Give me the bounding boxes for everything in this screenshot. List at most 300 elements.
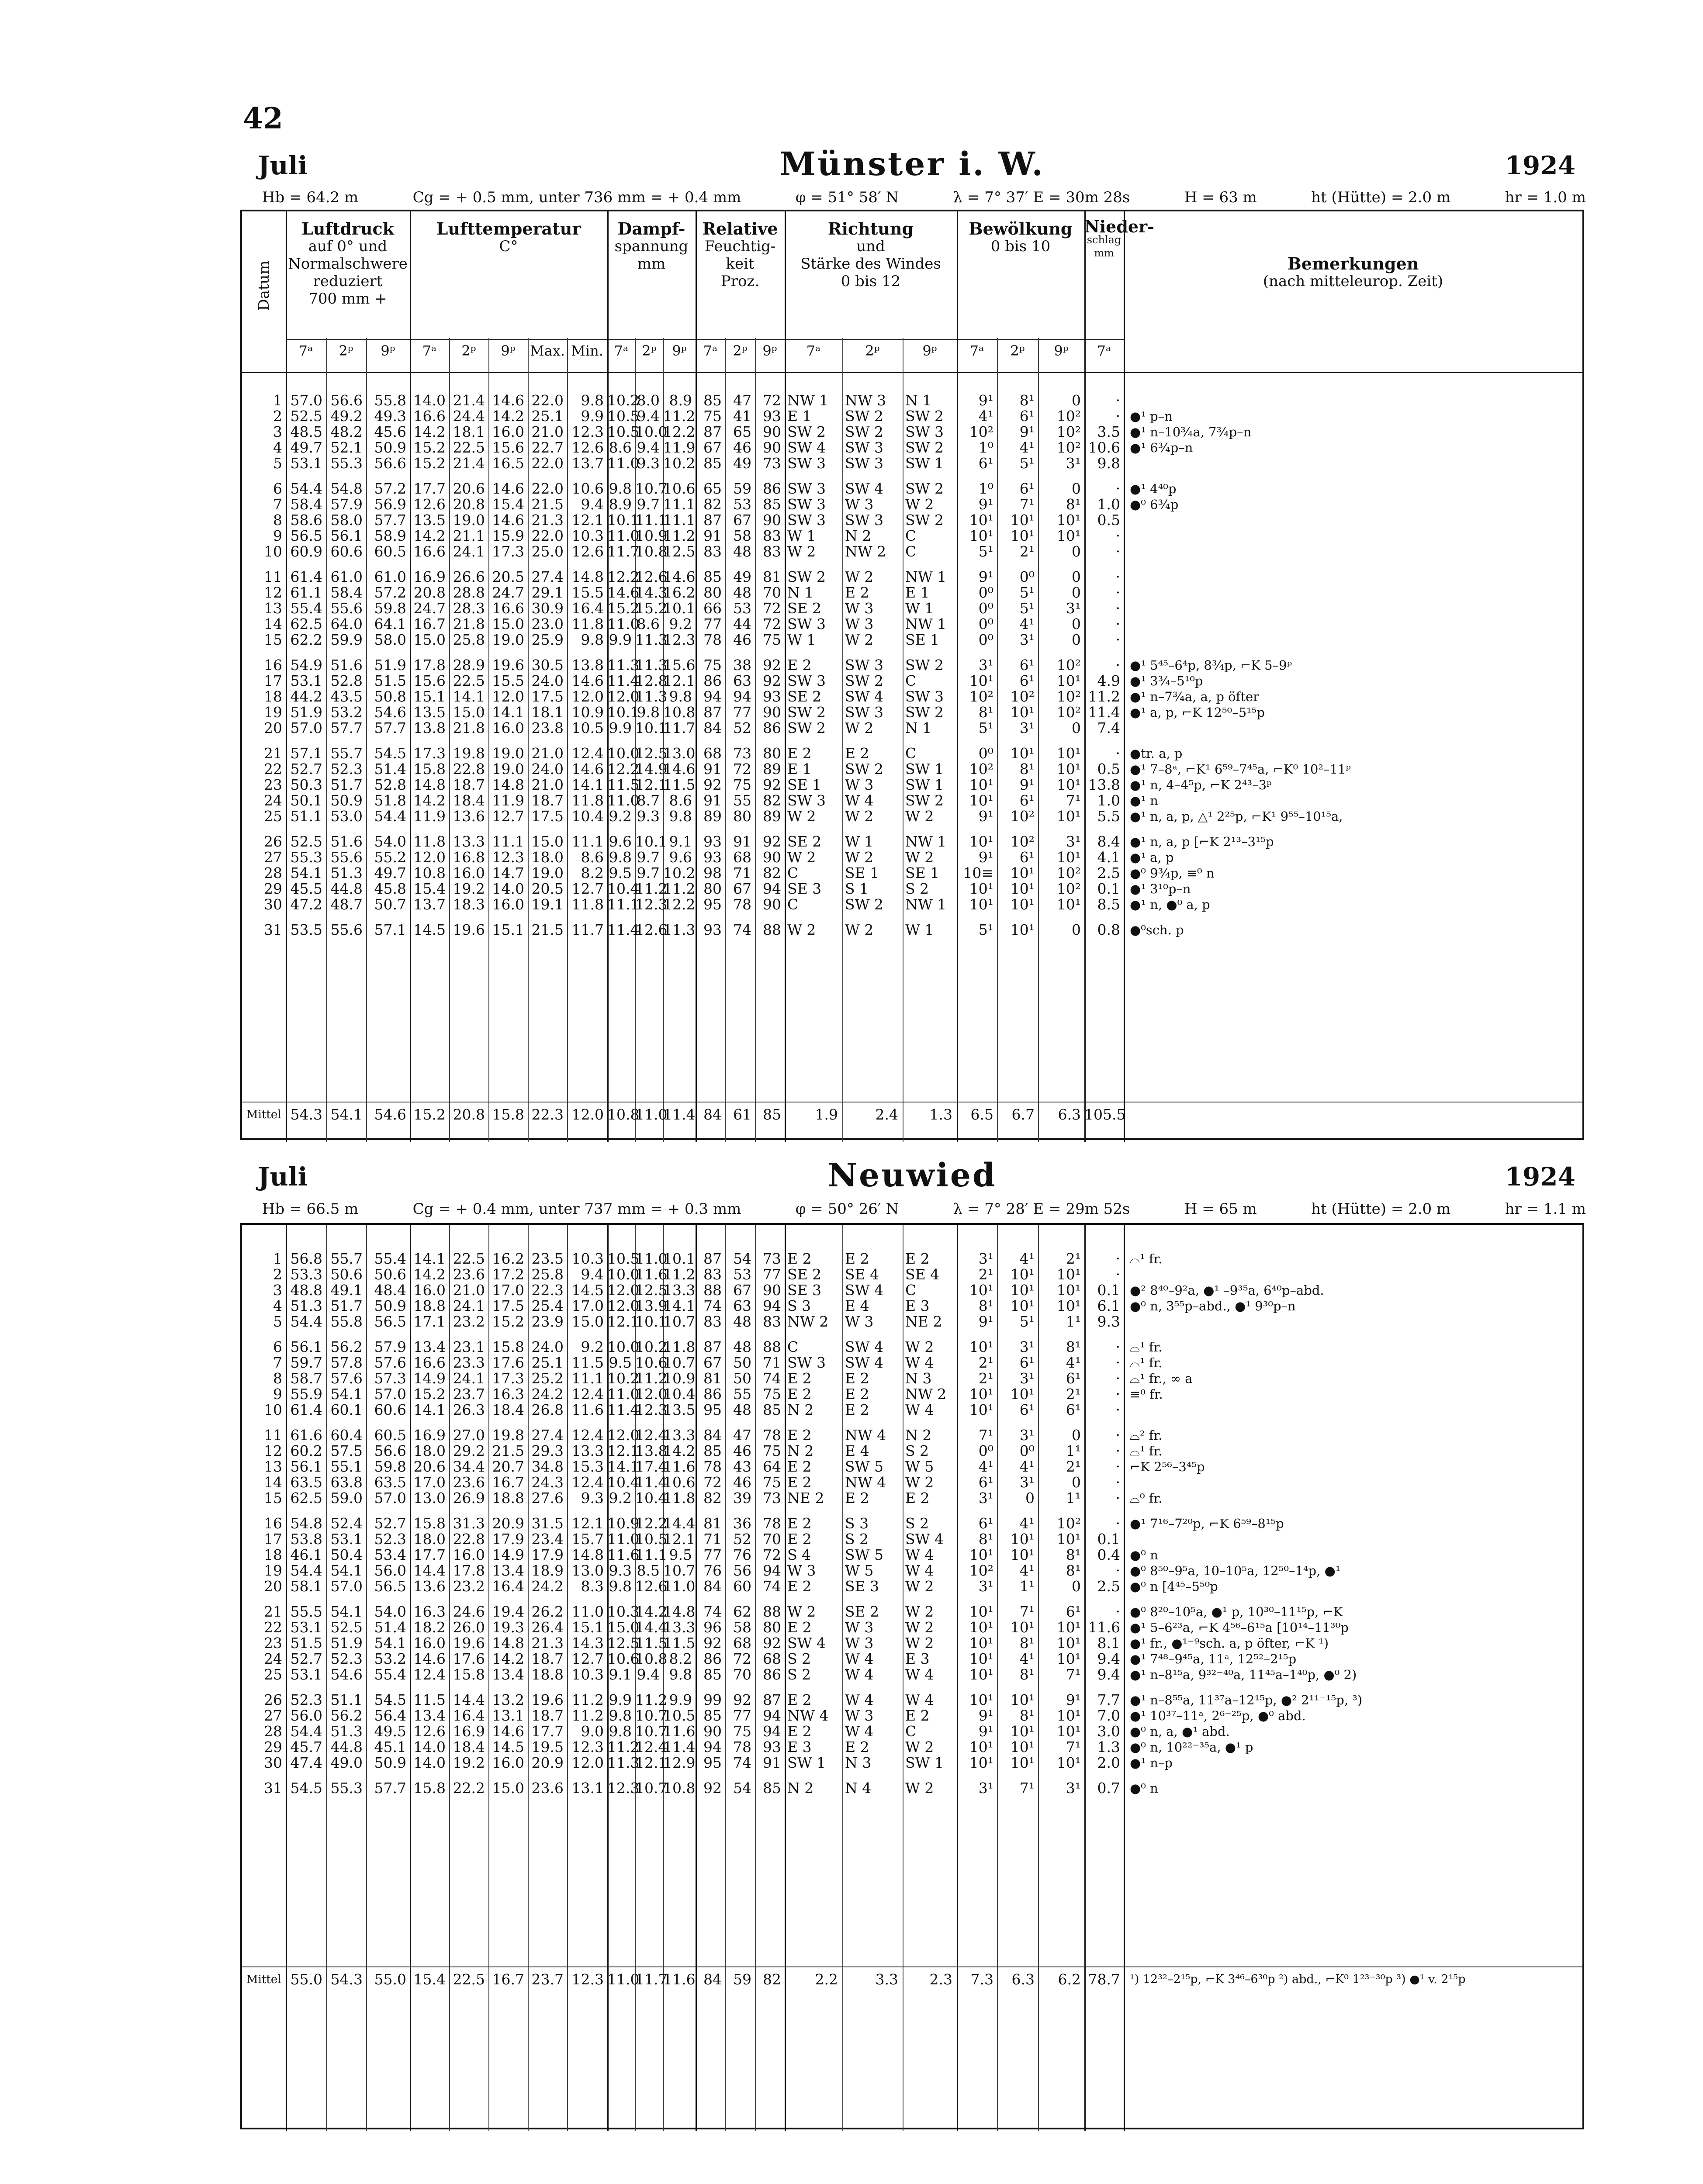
cell-value: 10¹	[1056, 527, 1081, 544]
cell-value: 15.0	[413, 631, 446, 648]
table-row	[242, 1604, 1582, 1620]
cell-value: SW 3	[845, 704, 884, 721]
cell-value: SW 2	[905, 480, 944, 497]
table-row	[242, 809, 1582, 824]
cell-value: 10¹	[969, 1691, 993, 1708]
cell-value: 51.1	[330, 1691, 363, 1708]
cell-value: 53.4	[374, 1546, 406, 1563]
cell-value: 4¹	[1019, 1458, 1035, 1475]
header-luftdruck	[286, 220, 410, 308]
cell-value: ·	[1115, 408, 1120, 425]
cell-value: 12.8	[635, 672, 668, 689]
cell-value: 90	[763, 1282, 781, 1299]
cell-value: 28	[264, 864, 282, 881]
cell-value: 12.2	[663, 423, 696, 440]
cell-value: 10.1	[635, 719, 668, 736]
cell-value: 57.0	[290, 719, 322, 736]
cell-value: 11.4	[607, 921, 640, 938]
cell-value: 14.9	[413, 1370, 446, 1387]
cell-value: 86	[763, 480, 781, 497]
cell-value: S 2	[905, 1515, 929, 1532]
mean-value: 54.1	[330, 1106, 363, 1123]
cell-value: 2.0	[1097, 1754, 1120, 1771]
cell-value: SW 3	[845, 455, 884, 472]
cell-value: 17.0	[571, 1297, 604, 1314]
month-label: Juli	[258, 1162, 308, 1192]
cell-value: W 2	[905, 849, 934, 866]
cell-value: 4¹	[1066, 1354, 1081, 1371]
cell-value: 54.6	[374, 704, 406, 721]
cell-value: S 3	[845, 1515, 869, 1532]
remark-text: ●² 8⁴⁰–9²a, ●¹ –9³⁵a, 6⁴⁰p–abd.	[1130, 1283, 1324, 1298]
cell-value: 78	[703, 1458, 722, 1475]
remark-text: ●¹ p–n	[1130, 409, 1173, 424]
cell-value: 10≡	[963, 864, 993, 881]
cell-value: 8.9	[609, 496, 632, 513]
cell-value: 14.0	[413, 1738, 446, 1755]
cell-value: 3¹	[978, 657, 993, 674]
cell-value: 53.1	[290, 455, 322, 472]
cell-value: 52.3	[374, 1531, 406, 1548]
remark-text: ●¹ n, 4–4⁵p, ⌐K 2⁴³–3ᵖ	[1130, 778, 1272, 792]
cell-value: 11.6	[663, 1458, 696, 1475]
cell-value: SW 3	[845, 511, 884, 529]
cell-value: 45.8	[374, 880, 406, 897]
header-wind	[785, 220, 957, 290]
cell-value: 67	[733, 511, 751, 529]
cell-value: 49.0	[330, 1754, 363, 1771]
cell-value: 14.2	[635, 1603, 668, 1620]
cell-value: 16	[264, 657, 282, 674]
header-text: auf 0° und	[308, 238, 388, 255]
cell-value: 19	[264, 704, 282, 721]
cell-value: 12.3	[492, 849, 524, 866]
cell-value: 22.0	[531, 527, 564, 544]
cell-value: 87	[703, 1250, 722, 1267]
cell-value: 10.4	[607, 1474, 640, 1491]
header-text: Lufttemperatur	[436, 219, 581, 238]
cell-value: 0.5	[1097, 511, 1120, 529]
cell-value: 58.0	[374, 631, 406, 648]
cell-value: 57.9	[374, 1338, 406, 1355]
cell-value: 10¹	[1010, 527, 1035, 544]
constant-value: ht (Hütte) = 2.0 m	[1311, 1200, 1451, 1218]
cell-value: W 4	[905, 1354, 934, 1371]
cell-value: 56.1	[290, 1338, 322, 1355]
sub-header: Max.	[530, 342, 565, 359]
cell-value: W 4	[905, 1691, 934, 1708]
table-row	[242, 850, 1582, 865]
cell-value: 28.8	[453, 584, 485, 601]
cell-value: 53.1	[330, 1531, 363, 1548]
cell-value: 12.1	[571, 511, 604, 529]
cell-value: 2¹	[1019, 543, 1035, 560]
cell-value: 10.8	[663, 1780, 696, 1797]
cell-value: 12.0	[607, 1297, 640, 1314]
cell-value: 50	[733, 1354, 751, 1371]
cell-value: 11.2	[635, 1370, 668, 1387]
cell-value: 85	[703, 392, 722, 409]
weather-table	[240, 210, 1584, 1140]
mean-value: 7.3	[970, 1971, 993, 1988]
cell-value: 11.9	[413, 808, 446, 825]
cell-value: 4¹	[978, 1458, 993, 1475]
cell-value: 60.1	[330, 1401, 363, 1418]
cell-value: 11.5	[571, 1354, 604, 1371]
cell-value: 16.4	[492, 1578, 524, 1595]
cell-value: SW 4	[845, 480, 884, 497]
cell-value: 57.3	[374, 1370, 406, 1387]
cell-value: 78	[763, 1515, 781, 1532]
header-lufttemperatur	[410, 220, 607, 255]
cell-value: 93	[703, 849, 722, 866]
cell-value: 71	[763, 1354, 781, 1371]
cell-value: 17	[264, 672, 282, 689]
table-row	[242, 1251, 1582, 1267]
cell-value: 54.4	[290, 480, 322, 497]
cell-value: 12.4	[571, 1386, 604, 1403]
cell-value: 4¹	[978, 408, 993, 425]
cell-value: 68	[763, 1650, 781, 1667]
cell-value: 10.9	[571, 704, 604, 721]
remark-text: ●⁰ n, a, ●¹ abd.	[1130, 1724, 1230, 1739]
cell-value: 16.6	[413, 408, 446, 425]
cell-value: 10¹	[1010, 864, 1035, 881]
cell-value: 51.6	[330, 833, 363, 850]
mean-value: 12.0	[571, 1106, 604, 1123]
cell-value: 0⁰	[978, 631, 993, 648]
remark-text: ●¹ n	[1130, 793, 1158, 808]
cell-value: 15.8	[453, 1666, 485, 1683]
cell-value: ·	[1115, 527, 1120, 544]
cell-value: 12.9	[663, 1754, 696, 1771]
cell-value: 0	[1072, 543, 1081, 560]
cell-value: 8.6	[581, 849, 604, 866]
cell-value: 19.6	[453, 921, 485, 938]
cell-value: 54.8	[290, 1515, 322, 1532]
sub-header: 2ᵖ	[1010, 342, 1025, 359]
cell-value: 14.5	[413, 921, 446, 938]
cell-value: 13.8	[413, 719, 446, 736]
cell-value: 81	[703, 1370, 722, 1387]
cell-value: 4¹	[1019, 615, 1035, 632]
mean-value: 22.5	[453, 1971, 485, 1988]
cell-value: 1¹	[1019, 1578, 1035, 1595]
cell-value: 24.7	[492, 584, 524, 601]
cell-value: 17.7	[531, 1723, 564, 1740]
constant-value: Cg = + 0.4 mm, unter 737 mm = + 0.3 mm	[412, 1200, 741, 1218]
cell-value: 26	[264, 1691, 282, 1708]
cell-value: 21.3	[531, 511, 564, 529]
cell-value: ·	[1115, 1442, 1120, 1459]
cell-value: 3¹	[1066, 600, 1081, 617]
cell-value: 87	[703, 423, 722, 440]
cell-value: 89	[703, 808, 722, 825]
cell-value: SE 2	[787, 1266, 822, 1283]
cell-value: E 2	[787, 1691, 812, 1708]
cell-value: 0	[1072, 392, 1081, 409]
cell-value: 56.8	[290, 1250, 322, 1267]
cell-value: 48	[733, 543, 751, 560]
cell-value: 23.1	[453, 1338, 485, 1355]
cell-value: 92	[763, 776, 781, 793]
cell-value: 57.2	[374, 584, 406, 601]
cell-value: 10¹	[1056, 1754, 1081, 1771]
cell-value: ·	[1115, 745, 1120, 762]
cell-value: 12.0	[571, 688, 604, 705]
cell-value: 53.5	[290, 921, 322, 938]
cell-value: 10¹	[1010, 1386, 1035, 1403]
cell-value: 17.3	[413, 745, 446, 762]
cell-value: 9.9	[609, 719, 632, 736]
cell-value: 11.3	[607, 1754, 640, 1771]
cell-value: 54.0	[374, 833, 406, 850]
cell-value: 10¹	[1010, 880, 1035, 897]
cell-value: 52.3	[330, 1650, 363, 1667]
cell-value: 23.6	[531, 1780, 564, 1797]
cell-value: 54.5	[290, 1780, 322, 1797]
cell-value: 12.1	[663, 1531, 696, 1548]
mean-value: 61	[733, 1106, 751, 1123]
cell-value: 55.5	[290, 1603, 322, 1620]
cell-value: 11.1	[571, 833, 604, 850]
cell-value: 19.0	[492, 631, 524, 648]
cell-value: 14.0	[492, 880, 524, 897]
cell-value: 73	[763, 1489, 781, 1507]
cell-value: 82	[763, 792, 781, 809]
cell-value: 24.7	[413, 600, 446, 617]
cell-value: 10²	[1010, 808, 1035, 825]
cell-value: 17.6	[453, 1650, 485, 1667]
table-row	[242, 705, 1582, 720]
station-constants	[262, 1200, 1586, 1218]
cell-value: 11.0	[571, 1603, 604, 1620]
mean-value: 1.9	[815, 1106, 838, 1123]
cell-value: 10²	[1056, 408, 1081, 425]
cell-value: 14.1	[492, 704, 524, 721]
table-row	[242, 1490, 1582, 1506]
cell-value: ·	[1115, 1458, 1120, 1475]
cell-value: 21.0	[453, 1282, 485, 1299]
cell-value: SE 1	[845, 864, 879, 881]
cell-value: 11.2	[663, 880, 696, 897]
cell-value: 86	[703, 1650, 722, 1667]
cell-value: E 3	[905, 1297, 930, 1314]
cell-value: 56.2	[330, 1338, 363, 1355]
cell-value: 83	[703, 1313, 722, 1330]
cell-value: 10²	[1056, 688, 1081, 705]
cell-value: 68	[733, 1635, 751, 1652]
cell-value: 11.6	[663, 1723, 696, 1740]
cell-value: 12.4	[413, 1666, 446, 1683]
table-row	[242, 689, 1582, 705]
cell-value: 61.0	[330, 568, 363, 585]
cell-value: 7.0	[1097, 1707, 1120, 1724]
cell-value: 86	[703, 672, 722, 689]
cell-value: 14.6	[571, 672, 604, 689]
cell-value: 31.3	[453, 1515, 485, 1532]
cell-value: 15.2	[413, 1386, 446, 1403]
cell-value: 8¹	[1066, 1546, 1081, 1563]
cell-value: 1	[273, 392, 282, 409]
cell-value: 15.5	[571, 584, 604, 601]
cell-value: 60.6	[374, 1401, 406, 1418]
cell-value: 56.0	[290, 1707, 322, 1724]
cell-value: 55.8	[374, 392, 406, 409]
mean-value: 23.7	[531, 1971, 564, 1988]
cell-value: 11.5	[663, 1635, 696, 1652]
table-row	[242, 746, 1582, 761]
cell-value: 14.2	[492, 408, 524, 425]
cell-value: NW 2	[845, 543, 886, 560]
cell-value: 12.5	[635, 745, 668, 762]
cell-value: 0	[1072, 1474, 1081, 1491]
cell-value: E 2	[787, 1474, 812, 1491]
cell-value: 54.4	[374, 808, 406, 825]
cell-value: 53	[733, 600, 751, 617]
cell-value: 77	[733, 1707, 751, 1724]
cell-value: 24	[264, 792, 282, 809]
cell-value: 75	[733, 776, 751, 793]
cell-value: 14.8	[413, 776, 446, 793]
cell-value: 2¹	[978, 1354, 993, 1371]
cell-value: 13.3	[663, 1282, 696, 1299]
cell-value: 10¹	[969, 672, 993, 689]
cell-value: 87	[703, 1338, 722, 1355]
cell-value: 51.5	[374, 672, 406, 689]
cell-value: 0	[1072, 1427, 1081, 1444]
cell-value: 9.8	[669, 1666, 692, 1683]
cell-value: 25.1	[531, 1354, 564, 1371]
cell-value: 49.2	[330, 408, 363, 425]
cell-value: 65	[703, 480, 722, 497]
mean-value: 6.7	[1011, 1106, 1035, 1123]
header-text: Richtung	[827, 219, 914, 238]
cell-value: 6	[273, 1338, 282, 1355]
cell-value: 21.8	[453, 615, 485, 632]
cell-value: 83	[763, 527, 781, 544]
cell-value: 14.3	[635, 584, 668, 601]
cell-value: 59.7	[290, 1354, 322, 1371]
cell-value: 61.1	[290, 584, 322, 601]
cell-value: 17	[264, 1531, 282, 1548]
cell-value: 13.6	[453, 808, 485, 825]
header-text: und	[856, 238, 885, 255]
cell-value: 71	[733, 864, 751, 881]
cell-value: 9¹	[978, 849, 993, 866]
cell-value: 15.8	[413, 1515, 446, 1532]
cell-value: 19.0	[492, 760, 524, 778]
cell-value: 83	[703, 1266, 722, 1283]
cell-value: 0⁰	[978, 600, 993, 617]
cell-value: 84	[703, 719, 722, 736]
cell-value: W 4	[845, 1723, 874, 1740]
cell-value: 8	[273, 511, 282, 529]
cell-value: 25.2	[531, 1370, 564, 1387]
cell-value: 0	[1072, 615, 1081, 632]
cell-value: 9¹	[978, 568, 993, 585]
cell-value: 90	[763, 896, 781, 913]
cell-value: 44.8	[330, 1738, 363, 1755]
cell-value: 20.5	[531, 880, 564, 897]
cell-value: SW 3	[787, 511, 826, 529]
cell-value: 27.4	[531, 1427, 564, 1444]
cell-value: 24.3	[531, 1474, 564, 1491]
cell-value: 93	[703, 833, 722, 850]
cell-value: 70	[763, 584, 781, 601]
cell-value: 14.6	[492, 480, 524, 497]
cell-value: 48.5	[290, 423, 322, 440]
cell-value: 59.8	[374, 600, 406, 617]
cell-value: 50.6	[330, 1266, 363, 1283]
cell-value: 58.7	[290, 1370, 322, 1387]
cell-value: 63	[733, 1297, 751, 1314]
cell-value: 10²	[969, 688, 993, 705]
cell-value: 18	[264, 688, 282, 705]
table-row	[242, 834, 1582, 850]
cell-value: 44.8	[330, 880, 363, 897]
cell-value: 12.6	[571, 439, 604, 456]
cell-value: 45.5	[290, 880, 322, 897]
remark-text: ●¹ 3¹⁰p–n	[1130, 881, 1191, 896]
cell-value: 9.8	[669, 808, 692, 825]
cell-value: 15.0	[492, 1780, 524, 1797]
cell-value: 3¹	[978, 1250, 993, 1267]
cell-value: 52.5	[290, 408, 322, 425]
mean-value: 6.3	[1011, 1971, 1035, 1988]
cell-value: 87	[703, 704, 722, 721]
remark-text: ●¹ n–7¾a, a, p öfter	[1130, 689, 1259, 704]
cell-value: SW 2	[787, 568, 826, 585]
cell-value: 18.0	[413, 1442, 446, 1459]
cell-value: 3	[273, 423, 282, 440]
cell-value: 18.0	[531, 849, 564, 866]
cell-value: 16.3	[413, 1603, 446, 1620]
cell-value: 18.3	[453, 896, 485, 913]
table-row	[242, 922, 1582, 938]
header-text: Dampf-	[617, 219, 685, 238]
table-row	[242, 1667, 1582, 1683]
cell-value: 14.4	[453, 1691, 485, 1708]
cell-value: 1.3	[1097, 1738, 1120, 1755]
cell-value: NE 2	[905, 1313, 942, 1330]
cell-value: 85	[703, 1666, 722, 1683]
cell-value: E 2	[845, 1401, 869, 1418]
cell-value: 17.6	[492, 1354, 524, 1371]
cell-value: SW 2	[905, 439, 944, 456]
cell-value: 7	[273, 496, 282, 513]
cell-value: 0	[1072, 1578, 1081, 1595]
cell-value: 10¹	[1010, 1282, 1035, 1299]
cell-value: 17.8	[413, 657, 446, 674]
cell-value: 64.1	[374, 615, 406, 632]
cell-value: 8.2	[669, 1650, 692, 1667]
cell-value: 15.1	[571, 1619, 604, 1636]
cell-value: SW 2	[845, 896, 884, 913]
cell-value: 57.7	[374, 511, 406, 529]
cell-value: 9.5	[609, 864, 632, 881]
cell-value: 57.9	[330, 496, 363, 513]
cell-value: 24.1	[453, 1370, 485, 1387]
cell-value: 1¹	[1066, 1442, 1081, 1459]
cell-value: 78	[733, 896, 751, 913]
cell-value: 92	[763, 672, 781, 689]
cell-value: 7¹	[1019, 1603, 1035, 1620]
cell-value: 25.9	[531, 631, 564, 648]
cell-value: E 1	[787, 760, 812, 778]
cell-value: 48	[733, 1313, 751, 1330]
cell-value: 17.0	[413, 1474, 446, 1491]
